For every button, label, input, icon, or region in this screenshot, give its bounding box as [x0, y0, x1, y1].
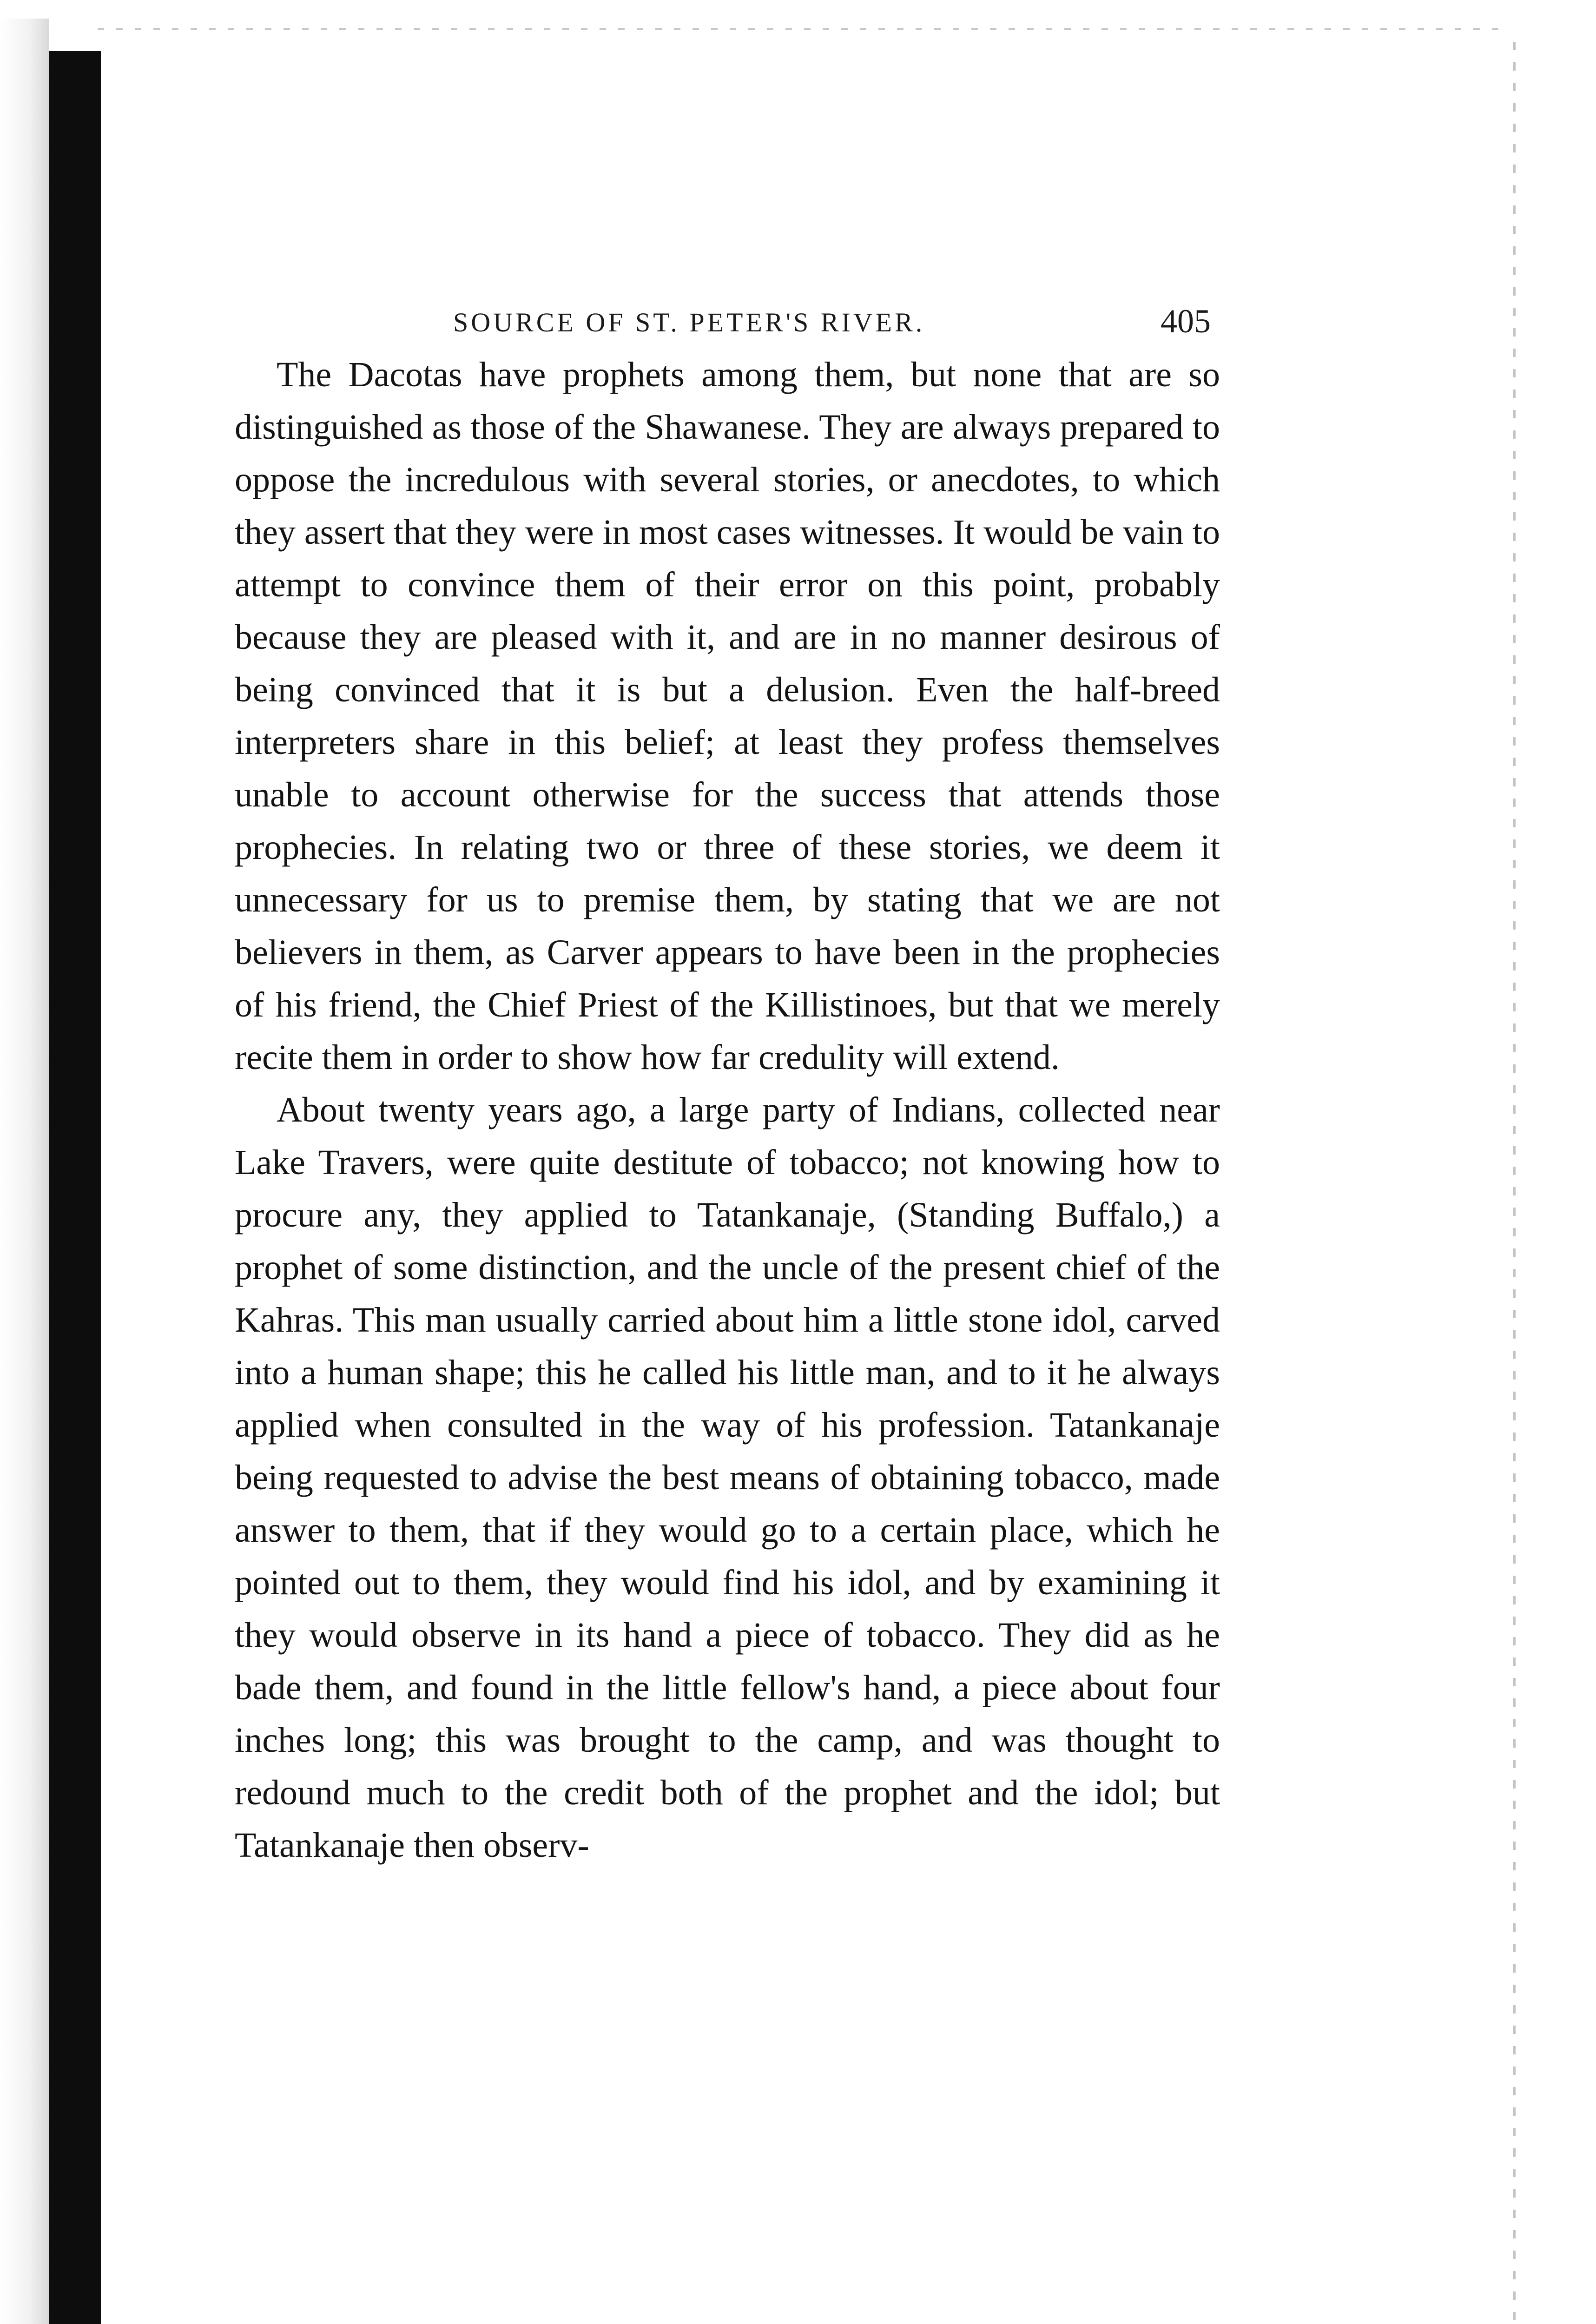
scan-border-top — [98, 28, 1506, 30]
running-head: SOURCE OF ST. PETER'S RIVER. — [453, 307, 925, 337]
scan-border-right — [1513, 42, 1516, 2324]
paragraph-tobacco-story: About twenty years ago, a large party of Indians, collected near Lake Travers, were quite destitute of tobacco; not knowing how to procure any, they applied to Tatankanaje, (Standing Buffalo,) a prophet of some distinction, and the uncle of the present chief of the Kahras. This man usually carried about him a little stone idol, carved into a human shape; this he called his little man, and to it he always applied when consulted in the way of his profession. Tatankanaje being requested to advise the best means of obtaining tobacco, made answer to them, that if they would go to a certain place, which he pointed out to them, they would find his idol, and by examining it they would observe in its hand a piece of tobacco. They did as he bade them, and found in the little fellow's hand, a piece about four inches long; this was brought to the camp, and was thought to redound much to the credit both of the prophet and the idol; but Tatankanaje then observ- — [235, 1090, 1220, 1865]
binding-shadow — [0, 19, 49, 2324]
book-page — [235, 297, 1220, 1872]
paragraph-prophets: The Dacotas have prophets among them, but none that are so distinguished as those of the Shawanese. They are always prepared to oppose the incredulous with several stories, or anecdotes, to which they assert that they were in most cases witnesses. It would be vain to attempt to convince them of their error on this point, probably because they are pleased with it, and are in no manner desirous of being convinced that it is but a delusion. Even the half-breed interpreters share in this belief; at least they profess themselves unable to account otherwise for the success that attends those prophecies. In relating two or three of these stories, we deem it unnecessary for us to premise them, by stating that we are not believers in them, as Carver appears to have been in the prophecies of his friend, the Chief Priest of the Killistinoes, but that we merely recite them in order to show how far credulity will extend. — [235, 355, 1220, 1077]
page-header — [235, 297, 1220, 349]
binding-edge — [49, 51, 101, 2324]
page-number: 405 — [1161, 303, 1211, 340]
